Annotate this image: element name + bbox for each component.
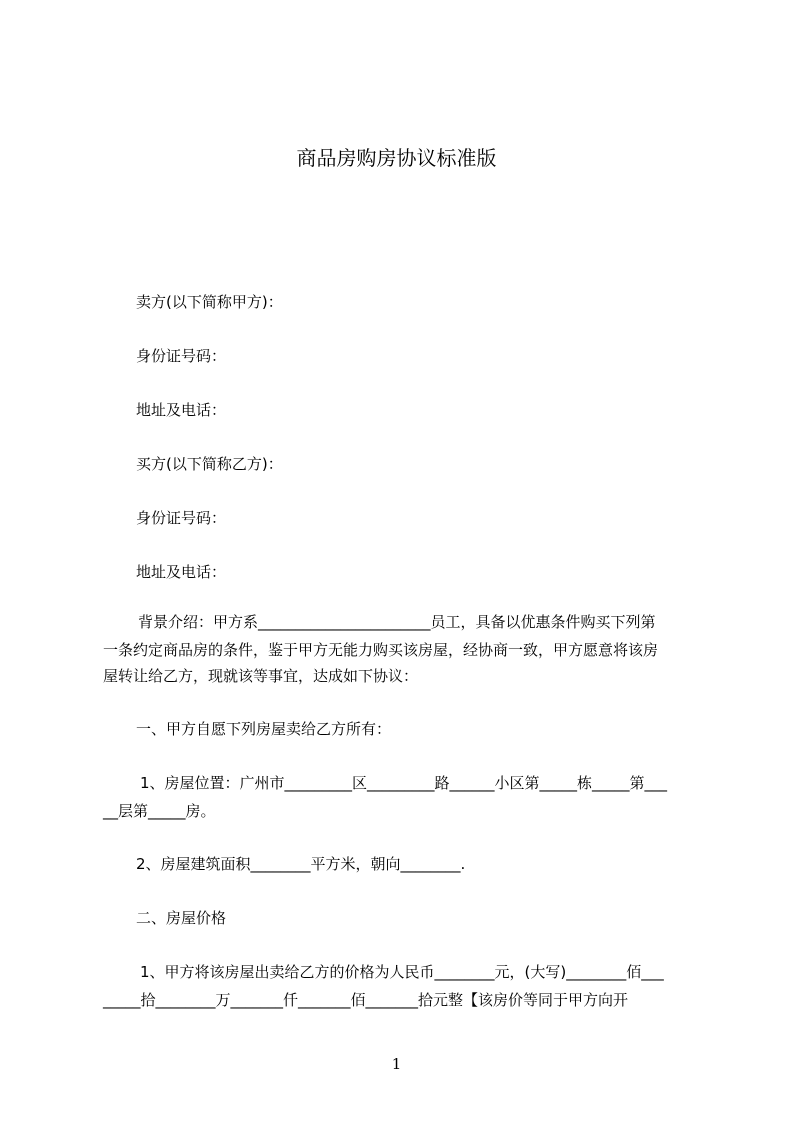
document-title: 商品房购房协议标准版 <box>296 146 497 170</box>
seller-label: 卖方(以下简称甲方)： <box>136 293 283 311</box>
background-paragraph-line-1: 背景介绍：甲方系_______________________员工，具备以优惠条件购买下列第 <box>138 613 656 631</box>
section-1-heading: 一、甲方自愿下列房屋卖给乙方所有： <box>136 720 392 738</box>
buyer-id-label: 身份证号码： <box>136 509 227 527</box>
background-paragraph-line-3: 屋转让给乙方，现就该等事宜，达成如下协议： <box>103 667 419 685</box>
item-2-1-line-2: _____拾________万_______仟_______佰_______拾元整【该房价等同于甲方向开 <box>103 991 629 1009</box>
item-1-1-line-1: 1、房屋位置：广州市_________区_________路______小区第_____栋_____第___ <box>140 774 668 792</box>
item-2-1-line-1: 1、甲方将该房屋出卖给乙方的价格为人民币________元，(大写)________佰___ <box>140 963 664 981</box>
page-number: 1 <box>391 1055 402 1073</box>
section-2-heading: 二、房屋价格 <box>136 909 227 927</box>
buyer-address-label: 地址及电话： <box>136 563 227 581</box>
item-1-2: 2、房屋建筑面积________平方米，朝向________. <box>136 855 466 873</box>
buyer-label: 买方(以下简称乙方)： <box>136 455 283 473</box>
seller-id-label: 身份证号码： <box>136 347 227 365</box>
background-paragraph-line-2: 一条约定商品房的条件，鉴于甲方无能力购买该房屋，经协商一致，甲方愿意将该房 <box>103 641 659 659</box>
item-1-1-line-2: __层第_____房。 <box>103 802 216 820</box>
seller-address-label: 地址及电话： <box>136 401 227 419</box>
